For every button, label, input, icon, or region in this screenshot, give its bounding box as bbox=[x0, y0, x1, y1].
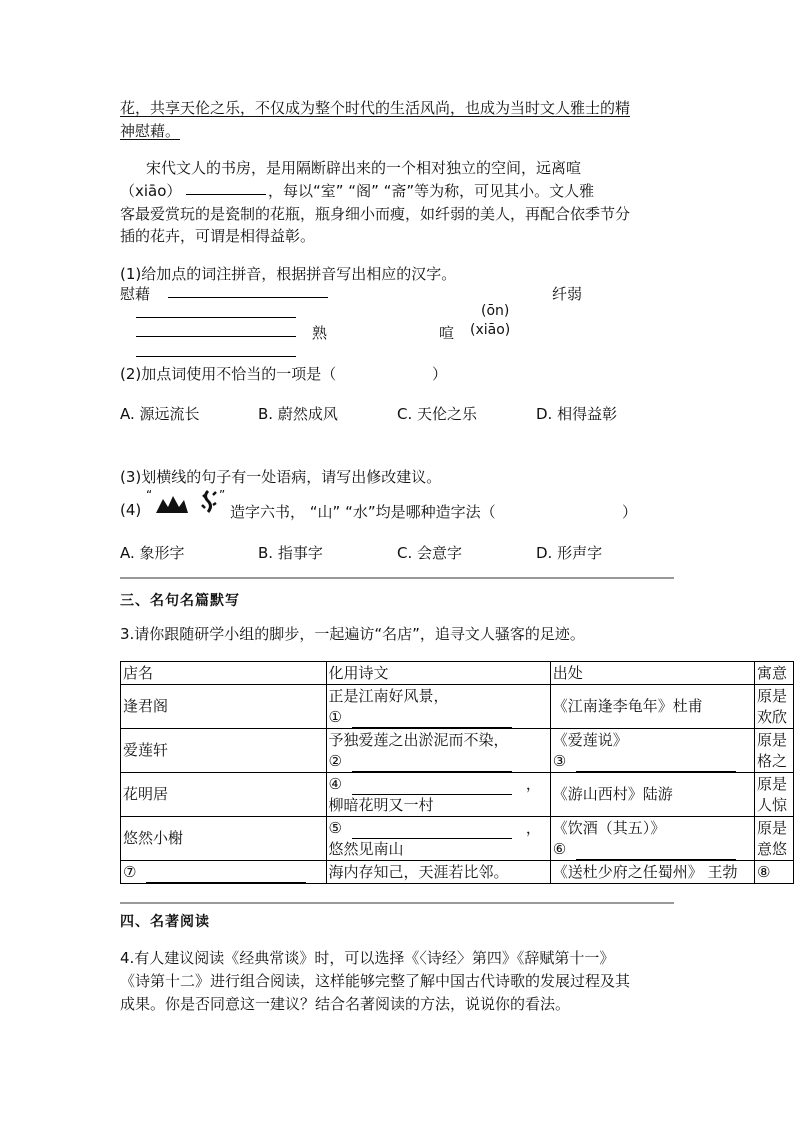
poem-line: 正是江南好风景， bbox=[328, 686, 449, 705]
blank-number: ④ bbox=[328, 774, 342, 793]
meaning-cell bbox=[754, 773, 793, 817]
q4-close-quote: ” bbox=[219, 488, 226, 502]
meaning-line: 原是 bbox=[756, 818, 787, 837]
underlined-sentence-line1: 花，共享天伦之乐，不仅成为整个时代的生活风尚，也成为当时文人雅士的精 bbox=[120, 99, 631, 117]
section4-heading: 四、名著阅读 bbox=[120, 914, 210, 930]
meaning-cell bbox=[754, 729, 793, 773]
blank-number: ⑦ bbox=[123, 862, 137, 881]
punct: ， bbox=[525, 774, 541, 793]
answer-blank-3[interactable] bbox=[576, 757, 736, 772]
meaning-line: 欢欣 bbox=[756, 707, 787, 726]
q2-paren-close: ） bbox=[432, 365, 448, 383]
shop-name-cell bbox=[121, 861, 327, 884]
poem-cell bbox=[326, 817, 550, 861]
shop-name: 花明居 bbox=[121, 773, 327, 817]
q2-option-b[interactable]: B. 蔚然成风 bbox=[258, 405, 338, 423]
source-cell bbox=[550, 729, 754, 773]
mountain-glyph-icon bbox=[154, 493, 190, 515]
answer-blank-5[interactable] bbox=[352, 824, 512, 839]
section3-heading: 三、名句名篇默写 bbox=[120, 593, 240, 609]
q1-answer-blank-1[interactable] bbox=[168, 297, 328, 298]
poem-cell bbox=[326, 729, 550, 773]
source-cell: 《送杜少府之任蜀州》 王勃 bbox=[550, 861, 754, 884]
q1-pinyin-1: (ōn) bbox=[481, 303, 510, 319]
passage-pinyin: （xiāo） bbox=[120, 182, 182, 200]
section4-question-line: 《诗第十二》进行组合阅读，这样能够完整了解中国古代诗歌的发展过程及其 bbox=[120, 972, 631, 990]
poem-line: 柳暗花明又一村 bbox=[328, 795, 434, 814]
q1-word-xianruo: 纤弱 bbox=[552, 285, 583, 303]
meaning-line: 原是 bbox=[756, 774, 787, 793]
blank-number: ② bbox=[328, 751, 342, 770]
table-header: 出处 bbox=[550, 662, 754, 685]
table-header: 店名 bbox=[121, 662, 327, 685]
q4-text: 造字六书， “山” “水”均是哪种造字法（ bbox=[230, 503, 496, 521]
source-cell bbox=[550, 817, 754, 861]
answer-blank[interactable] bbox=[186, 194, 266, 195]
table-row bbox=[121, 685, 794, 729]
source-cell: 《游山西村》陆游 bbox=[550, 773, 754, 817]
meaning-cell bbox=[754, 685, 793, 729]
answer-blank-1[interactable] bbox=[352, 713, 512, 728]
meaning-line: 原是 bbox=[756, 730, 787, 749]
meaning-cell: ⑧ bbox=[754, 861, 793, 884]
poem-cell: 海内存知己，天涯若比邻。 bbox=[326, 861, 550, 884]
q1-word-weiji: 慰藉 bbox=[120, 285, 151, 303]
blank-number: ③ bbox=[552, 751, 567, 770]
section4-question-line: 成果。你是否同意这一建议？结合名著阅读的方法，说说你的看法。 bbox=[120, 995, 571, 1013]
q1-answer-blank-2[interactable] bbox=[136, 317, 296, 318]
q1-answer-blank-4[interactable] bbox=[136, 356, 296, 357]
answer-blank-6[interactable] bbox=[576, 845, 736, 860]
section4-question-line: 4.有人建议阅读《经典常谈》时，可以选择《〈诗经〉第四》《辞赋第十一》 bbox=[120, 949, 615, 967]
section3-question: 3.请你跟随研学小组的脚步，一起遍访“名店”，追寻文人骚客的足迹。 bbox=[120, 625, 585, 643]
q1-word-xuan: 喧 bbox=[439, 324, 455, 342]
poem-cell bbox=[326, 773, 550, 817]
table-row bbox=[121, 817, 794, 861]
underlined-sentence-line2: 神慰藉。 bbox=[120, 122, 181, 140]
blank-number: ① bbox=[328, 707, 342, 726]
poem-table bbox=[120, 661, 794, 884]
q1-pinyin-2: (xiāo) bbox=[470, 322, 511, 338]
shop-name: 爱莲轩 bbox=[121, 729, 327, 773]
poem-line: 悠然见南山 bbox=[328, 839, 404, 858]
q4-open-quote: “ bbox=[146, 488, 153, 502]
passage-line: 插的花卉，可谓是相得益彰。 bbox=[120, 227, 316, 245]
shop-name: 悠然小榭 bbox=[121, 817, 327, 861]
table-row bbox=[121, 773, 794, 817]
poem-cell bbox=[326, 685, 550, 729]
q4-number: (4) bbox=[120, 501, 142, 519]
table-row bbox=[121, 861, 794, 884]
answer-blank-4[interactable] bbox=[352, 780, 512, 795]
answer-blank-7[interactable] bbox=[146, 868, 306, 883]
poem-line: 予独爱莲之出淤泥而不染， bbox=[328, 730, 509, 749]
source-cell: 《江南逢李龟年》杜甫 bbox=[550, 685, 754, 729]
passage-line: ，每以“室” “阁” “斋”等为称，可见其小。文人雅 bbox=[268, 182, 595, 200]
answer-blank-2[interactable] bbox=[352, 757, 512, 772]
q1-prompt: (1)给加点的词注拼音，根据拼音写出相应的汉字。 bbox=[120, 265, 457, 283]
meaning-line: 格之 bbox=[756, 751, 787, 770]
blank-number: ⑥ bbox=[552, 839, 567, 858]
section-divider bbox=[120, 902, 674, 904]
q4-option-a[interactable]: A. 象形字 bbox=[120, 544, 185, 562]
q4-paren-close: ） bbox=[622, 503, 638, 521]
source-line: 《爱莲说》 bbox=[552, 730, 628, 749]
table-header-row bbox=[121, 662, 794, 685]
punct: ， bbox=[525, 818, 541, 837]
q2-option-c[interactable]: C. 天伦之乐 bbox=[397, 405, 478, 423]
meaning-line: 意悠 bbox=[756, 839, 787, 858]
meaning-line: 人惊 bbox=[756, 795, 787, 814]
q4-option-d[interactable]: D. 形声字 bbox=[536, 544, 603, 562]
blank-number: ⑤ bbox=[328, 818, 342, 837]
q1-word-shu: 熟 bbox=[312, 324, 328, 342]
q4-option-b[interactable]: B. 指事字 bbox=[258, 544, 323, 562]
meaning-line: 原是 bbox=[756, 686, 787, 705]
q2-option-d[interactable]: D. 相得益彰 bbox=[536, 405, 618, 423]
water-glyph-icon bbox=[200, 489, 218, 515]
section-divider bbox=[120, 577, 674, 579]
q2-prompt: (2)加点词使用不恰当的一项是（ bbox=[120, 365, 337, 383]
table-header: 化用诗文 bbox=[326, 662, 550, 685]
meaning-cell bbox=[754, 817, 793, 861]
passage-line: 宋代文人的书房，是用隔断辟出来的一个相对独立的空间，远离喧 bbox=[146, 159, 582, 177]
q1-answer-blank-3[interactable] bbox=[136, 336, 296, 337]
passage-line: 客最爱赏玩的是瓷制的花瓶，瓶身细小而瘦，如纤弱的美人，再配合依季节分 bbox=[120, 205, 631, 223]
table-header: 寓意 bbox=[754, 662, 793, 685]
source-line: 《饮酒（其五）》 bbox=[552, 818, 666, 837]
table-row bbox=[121, 729, 794, 773]
q2-option-a[interactable]: A. 源远流长 bbox=[120, 405, 200, 423]
q4-option-c[interactable]: C. 会意字 bbox=[397, 544, 463, 562]
shop-name: 逢君阁 bbox=[121, 685, 327, 729]
q3-prompt: (3)划横线的句子有一处语病，请写出修改建议。 bbox=[120, 468, 442, 486]
